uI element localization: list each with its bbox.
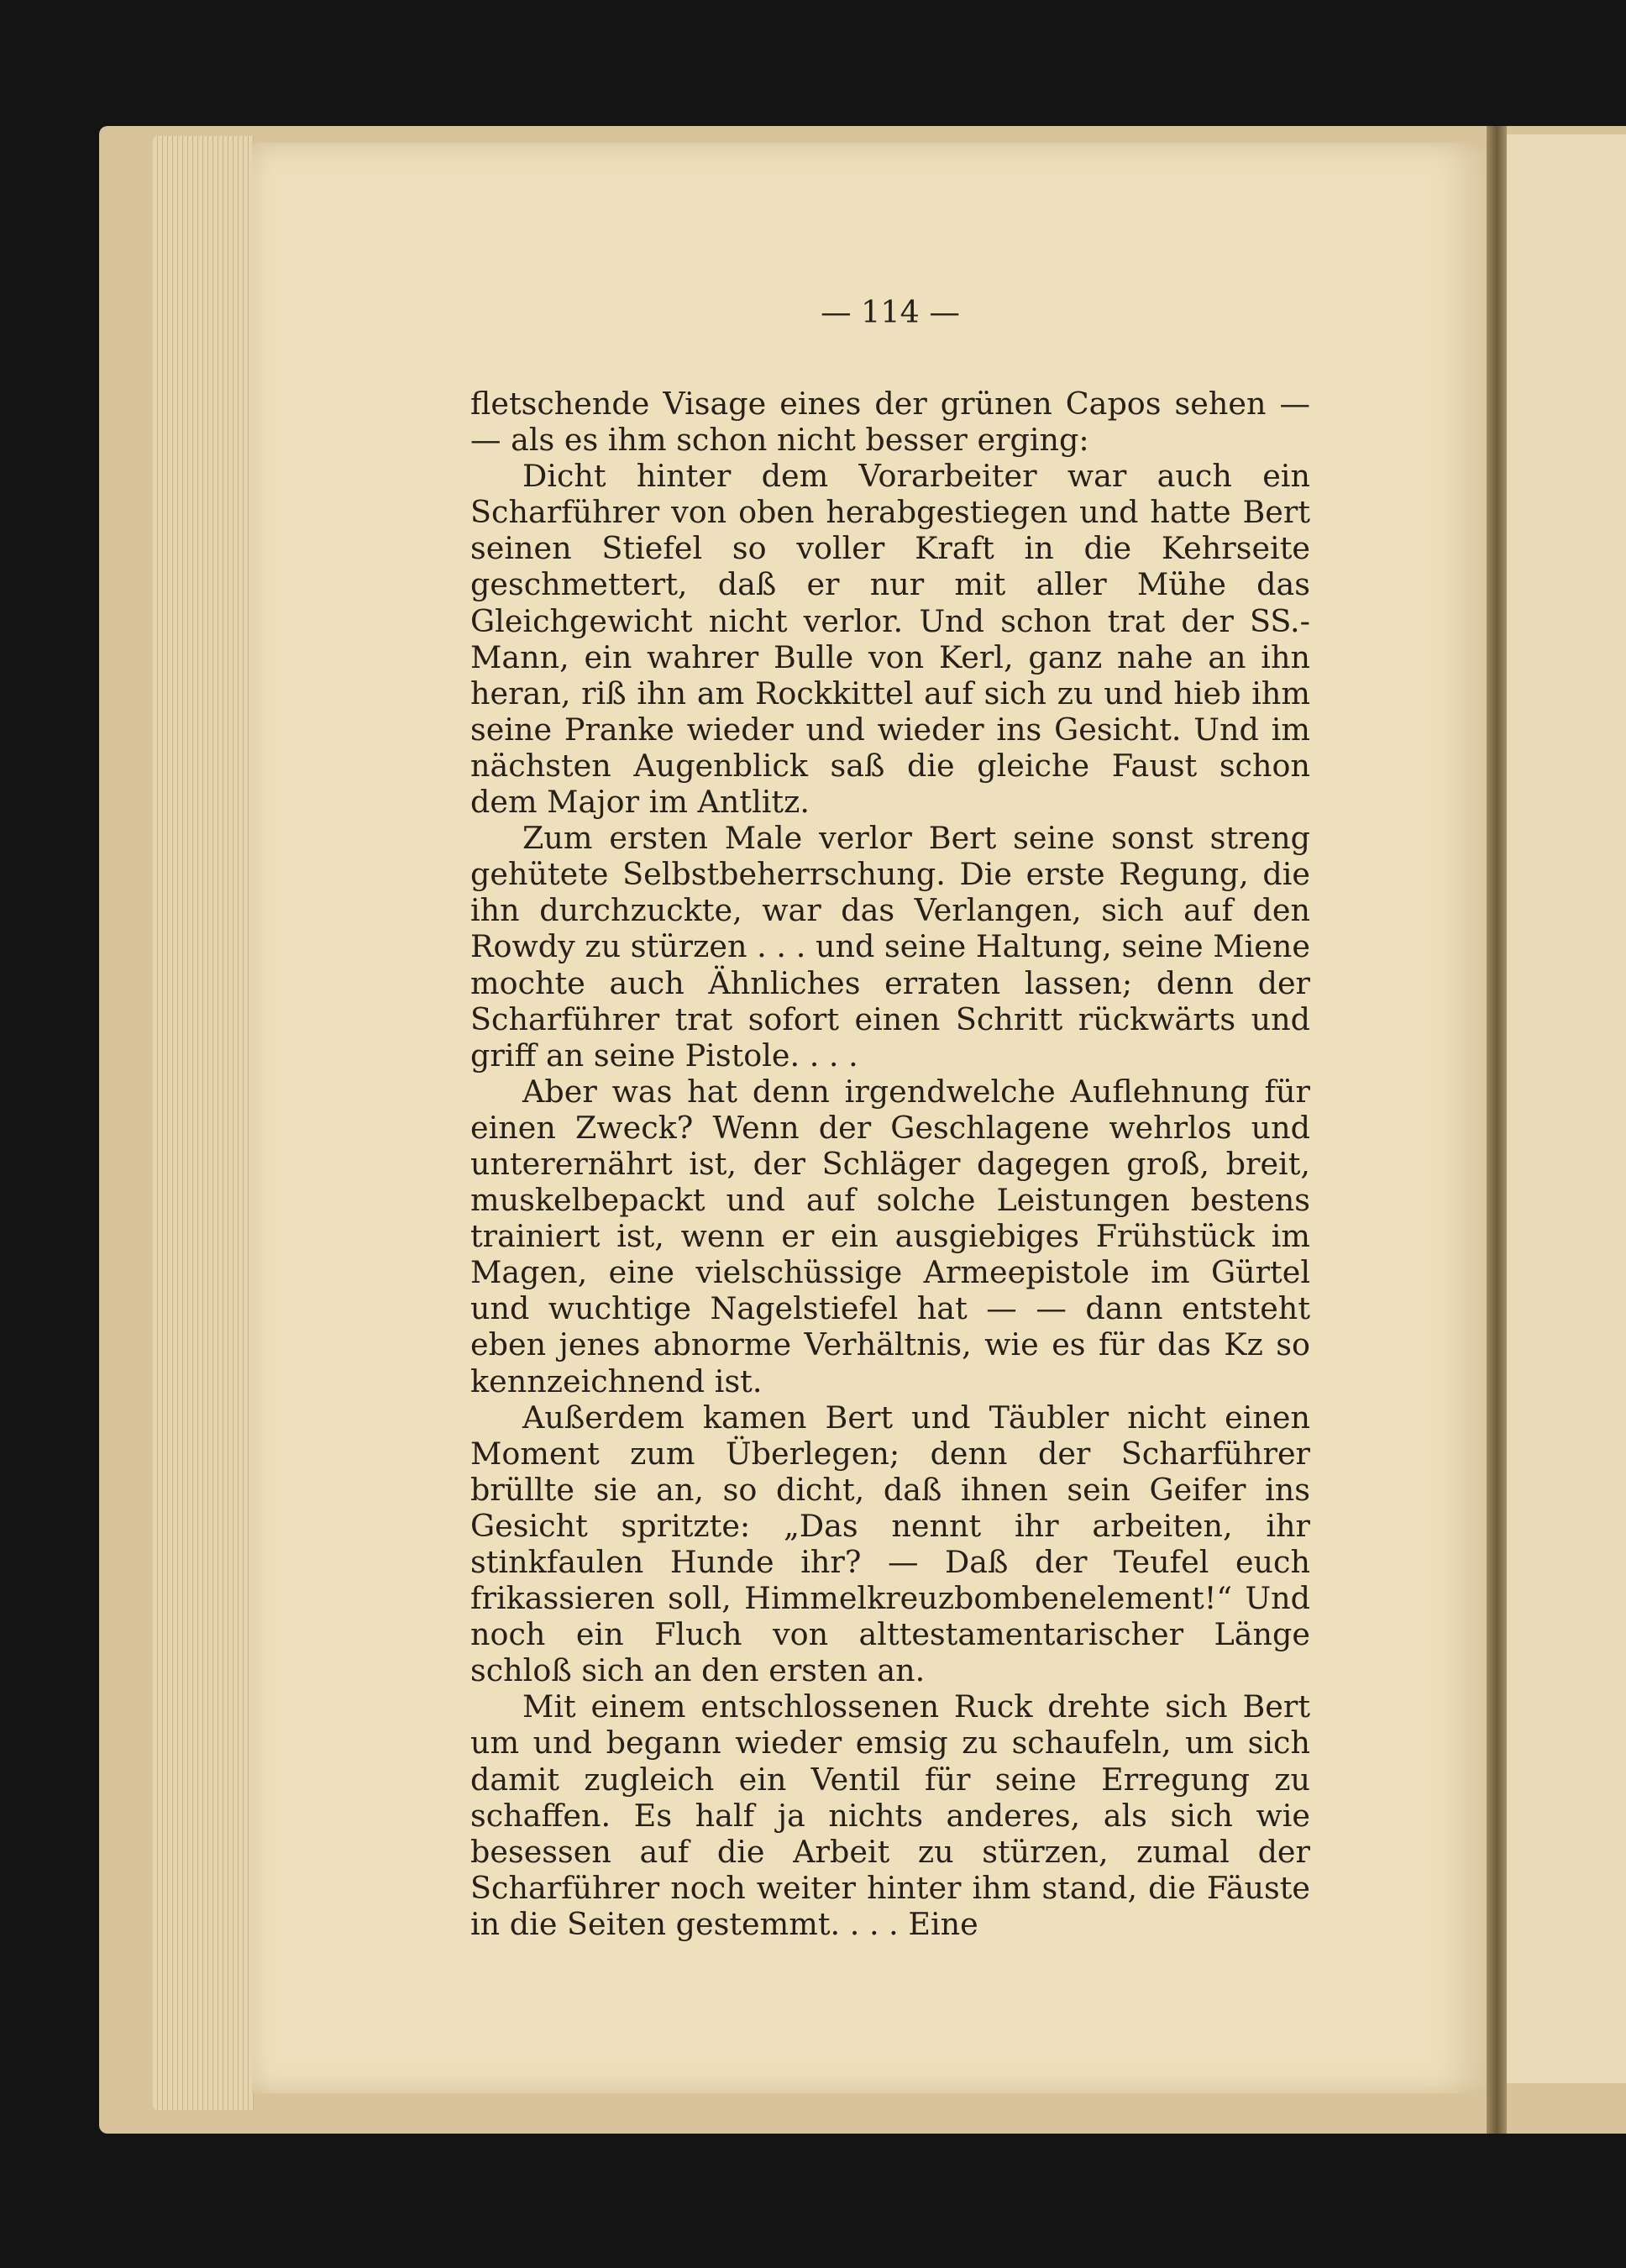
paragraph: Zum ersten Male verlor Bert seine sonst streng gehütete Selbstbeherrschung. Die erste Regung, die ihn durchzuckte, war das Verlangen, sich auf den Rowdy zu stürzen . . . und seine Haltung, seine Miene mochte auch Ähnliches erraten lassen; denn der Scharführer trat sofort einen Schritt rückwärts und griff an seine Pistole. . . . [470, 820, 1310, 1074]
page-text [470, 294, 1310, 1942]
paragraph: Aber was hat denn irgendwelche Auflehnung für einen Zweck? Wenn der Geschlagene wehrlos und unterernährt ist, der Schläger dagegen groß, breit, muskelbepackt und auf solche Leistungen bestens trainiert ist, wenn er ein ausgiebiges Frühstück im Magen, eine vielschüssige Armeepistole im Gürtel und wuchtige Nagelstiefel hat — — dann entsteht eben jenes abnorme Verhältnis, wie es für das Kz so kennzeichnend ist. [470, 1073, 1310, 1399]
page-number: — 114 — [821, 294, 960, 330]
paragraph: Mit einem entschlossenen Ruck drehte sich Bert um und begann wieder emsig zu schaufeln, um sich damit zugleich ein Ventil für seine Erregung zu schaffen. Es half ja nichts anderes, als sich wie besessen auf die Arbeit zu stürzen, zumal der Scharführer noch weiter hinter ihm stand, die Fäuste in die Seiten gestemmt. . . . Eine [470, 1688, 1310, 1942]
facing-page-edge [1507, 134, 1626, 2083]
book-gutter [1487, 126, 1507, 2134]
paragraph: Außerdem kamen Bert und Täubler nicht einen Moment zum Überlegen; denn der Scharführer brüllte sie an, so dicht, daß ihnen sein Geifer ins Gesicht spritzte: „Das nennt ihr arbeiten, ihr stinkfaulen Hunde ihr? — Daß der Teufel euch frikassieren soll, Himmelkreuzbombenelement!“ Und noch ein Fluch von alttestamentarischer Länge schloß sich an den ersten an. [470, 1399, 1310, 1689]
paragraph: fletschende Visage eines der grünen Capos sehen — — als es ihm schon nicht besser erging: [470, 386, 1310, 459]
page-edges [153, 136, 254, 2110]
paragraph: Dicht hinter dem Vorarbeiter war auch ein Scharführer von oben herabgestiegen und hatte Bert seinen Stiefel so voller Kraft in die Kehrseite geschmettert, daß er nur mit aller Mühe das Gleichgewicht nicht verlor. Und schon trat der SS.-Mann, ein wahrer Bulle von Kerl, ganz nahe an ihn heran, riß ihn am Rockkittel auf sich zu und hieb ihm seine Pranke wieder und wieder ins Gesicht. Und im nächsten Augenblick saß die gleiche Faust schon dem Major im Antlitz. [470, 458, 1310, 821]
